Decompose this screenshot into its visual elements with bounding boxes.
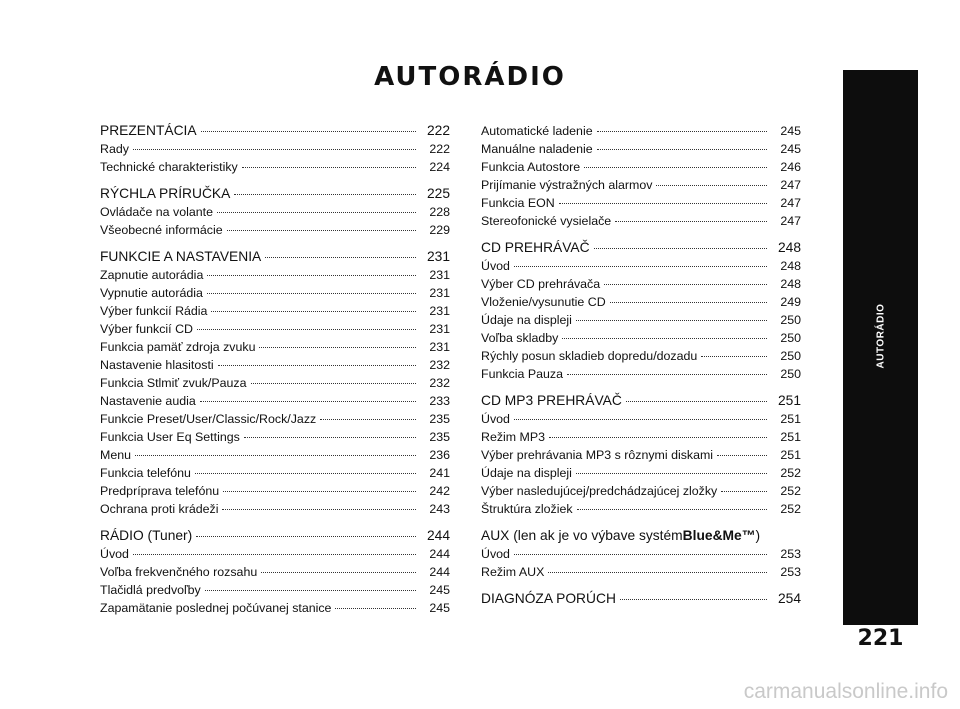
toc-entry-label: Ochrana proti krádeži <box>100 502 219 516</box>
toc-entry-label: Funkcia Stlmiť zvuk/Pauza <box>100 376 247 390</box>
toc-entry-page: 222 <box>429 142 450 156</box>
toc-entry-label: Zapamätanie poslednej počúvanej stanice <box>100 601 332 615</box>
toc-entry-label: Rady <box>100 142 129 156</box>
toc-dot-leader <box>259 347 416 348</box>
toc-entry-page: 232 <box>429 376 450 390</box>
toc-entry-label: Výber CD prehrávača <box>481 277 601 291</box>
toc-entry-page: 228 <box>429 205 450 219</box>
toc-dot-leader <box>576 473 767 474</box>
toc-entry-label: Režim AUX <box>481 565 545 579</box>
toc-entry-label: Vloženie/vysunutie CD <box>481 295 606 309</box>
toc-entry-label: Štruktúra zložiek <box>481 502 573 516</box>
toc-entry <box>481 446 801 464</box>
toc-entry <box>100 302 450 320</box>
toc-entry-page: 244 <box>426 528 450 543</box>
toc-entry <box>100 203 450 221</box>
toc-entry-page: 229 <box>429 223 450 237</box>
toc-dot-leader <box>562 338 767 339</box>
toc-entry <box>481 482 801 500</box>
toc-entry-page: 251 <box>780 412 801 426</box>
toc-entry-label: Rýchly posun skladieb dopredu/dozadu <box>481 349 698 363</box>
toc-entry <box>100 140 450 158</box>
toc-entry-page: 243 <box>429 502 450 516</box>
toc-entry-page: 250 <box>780 313 801 327</box>
toc-dot-leader <box>620 599 767 600</box>
toc-dot-leader <box>514 419 767 420</box>
toc-entry <box>481 464 801 482</box>
chapter-side-tab <box>843 70 918 625</box>
toc-entry-label: Všeobecné informácie <box>100 223 223 237</box>
toc-dot-leader <box>577 509 767 510</box>
toc-entry-page: 241 <box>429 466 450 480</box>
toc-entry-label: RÝCHLA PRÍRUČKA <box>100 186 231 201</box>
toc-entry-label: Úvod <box>481 259 510 273</box>
toc-section-entry <box>100 122 450 140</box>
toc-entry-label: Voľba skladby <box>481 331 559 345</box>
toc-entry <box>100 500 450 518</box>
toc-entry-page: 251 <box>780 430 801 444</box>
toc-dot-leader <box>218 365 416 366</box>
toc-entry-page: 252 <box>780 484 801 498</box>
toc-entry <box>481 158 801 176</box>
toc-entry-page: 253 <box>780 565 801 579</box>
toc-entry-page: 251 <box>777 393 801 408</box>
toc-entry-page: 231 <box>429 286 450 300</box>
toc-entry <box>100 392 450 410</box>
toc-section-entry <box>481 392 801 410</box>
toc-dot-leader <box>222 509 416 510</box>
toc-entry <box>481 410 801 428</box>
toc-entry-label: Prijímanie výstražných alarmov <box>481 178 653 192</box>
toc-entry <box>481 293 801 311</box>
toc-entry-label: CD PREHRÁVAČ <box>481 240 590 255</box>
toc-dot-leader <box>195 473 416 474</box>
toc-left-column <box>100 122 450 617</box>
toc-entry-label: Funkcia User Eq Settings <box>100 430 240 444</box>
toc-dot-leader <box>717 455 767 456</box>
toc-entry-page: 248 <box>780 259 801 273</box>
toc-dot-leader <box>242 167 416 168</box>
toc-entry <box>481 347 801 365</box>
toc-entry-page: 254 <box>777 591 801 606</box>
toc-entry-label: Funkcia pamäť zdroja zvuku <box>100 340 256 354</box>
toc-entry-label: Vypnutie autorádia <box>100 286 203 300</box>
toc-dot-leader <box>234 194 416 195</box>
toc-entry-label: Predpríprava telefónu <box>100 484 220 498</box>
toc-entry-page: 222 <box>426 123 450 138</box>
toc-entry-page: 247 <box>780 214 801 228</box>
toc-dot-leader <box>227 230 416 231</box>
toc-entry-label: Menu <box>100 448 131 462</box>
toc-entry-label: Funkcia Pauza <box>481 367 563 381</box>
toc-entry-page: 252 <box>780 466 801 480</box>
toc-section-entry <box>100 527 450 545</box>
toc-entry <box>481 140 801 158</box>
toc-dot-leader <box>549 437 767 438</box>
toc-dot-leader <box>604 284 767 285</box>
toc-entry-label: RÁDIO (Tuner) <box>100 528 193 543</box>
toc-entry-page: 231 <box>429 340 450 354</box>
toc-entry-label: Zapnutie autorádia <box>100 268 204 282</box>
toc-entry-page: 247 <box>780 178 801 192</box>
toc-dot-leader <box>597 131 767 132</box>
toc-entry <box>100 338 450 356</box>
toc-dot-leader <box>196 536 416 537</box>
toc-entry-label: Ovládače na volante <box>100 205 213 219</box>
toc-entry <box>481 329 801 347</box>
toc-entry-label: FUNKCIE A NASTAVENIA <box>100 249 262 264</box>
toc-entry <box>100 446 450 464</box>
toc-dot-leader <box>211 311 416 312</box>
toc-entry-label: AUX (len ak je vo výbave systém <box>481 528 683 543</box>
chapter-side-tab-label: AUTORÁDIO <box>875 303 886 369</box>
toc-entry-label: Funkcia telefónu <box>100 466 191 480</box>
toc-dot-leader <box>626 401 767 402</box>
toc-dot-leader <box>201 131 416 132</box>
toc-dot-leader <box>610 302 767 303</box>
toc-dot-leader <box>721 491 767 492</box>
toc-entry-page: 233 <box>429 394 450 408</box>
toc-entry <box>100 374 450 392</box>
toc-entry <box>481 500 801 518</box>
toc-entry-label: Úvod <box>100 547 129 561</box>
toc-dot-leader <box>261 572 416 573</box>
toc-dot-leader <box>335 608 416 609</box>
toc-entry-page: 236 <box>429 448 450 462</box>
toc-entry-page: 231 <box>429 304 450 318</box>
toc-section-entry <box>481 590 801 608</box>
toc-dot-leader <box>594 248 767 249</box>
toc-dot-leader <box>200 401 416 402</box>
toc-entry <box>100 599 450 617</box>
toc-entry-label: Úvod <box>481 547 510 561</box>
toc-dot-leader <box>133 149 416 150</box>
toc-dot-leader <box>514 554 767 555</box>
toc-entry <box>100 221 450 239</box>
toc-entry-label-tail: ) <box>755 528 761 543</box>
toc-entry <box>100 464 450 482</box>
toc-dot-leader <box>197 329 416 330</box>
toc-dot-leader <box>205 590 416 591</box>
toc-entry <box>100 266 450 284</box>
toc-entry-label: Výber funkcií CD <box>100 322 193 336</box>
toc-entry <box>100 581 450 599</box>
toc-entry <box>100 284 450 302</box>
toc-entry <box>481 563 801 581</box>
toc-entry-page: 250 <box>780 349 801 363</box>
toc-entry <box>100 158 450 176</box>
toc-entry-page: 250 <box>780 367 801 381</box>
toc-entry <box>100 410 450 428</box>
toc-dot-leader <box>615 221 767 222</box>
toc-entry-label: Technické charakteristiky <box>100 160 238 174</box>
toc-dot-leader <box>265 257 416 258</box>
toc-entry-page: 250 <box>780 331 801 345</box>
toc-entry-page: 235 <box>429 430 450 444</box>
toc-entry <box>100 320 450 338</box>
toc-entry-label-bold: Blue&Me™ <box>682 528 756 543</box>
page-number: 221 <box>857 626 904 651</box>
toc-entry <box>100 545 450 563</box>
toc-section-entry <box>100 185 450 203</box>
toc-entry <box>481 176 801 194</box>
toc-entry-page: 245 <box>780 142 801 156</box>
toc-dot-leader <box>656 185 767 186</box>
toc-entry-label: Funkcia Autostore <box>481 160 581 174</box>
toc-dot-leader <box>135 455 416 456</box>
toc-entry-page: 231 <box>429 268 450 282</box>
toc-list-right <box>481 122 801 608</box>
toc-entry-page: 242 <box>429 484 450 498</box>
toc-entry <box>481 275 801 293</box>
page-title: AUTORÁDIO <box>374 62 566 92</box>
toc-entry-page: 231 <box>429 322 450 336</box>
toc-dot-leader <box>217 212 416 213</box>
toc-dot-leader <box>251 383 416 384</box>
toc-entry-label: Výber prehrávania MP3 s rôznymi diskami <box>481 448 714 462</box>
watermark: carmanualsonline.info <box>743 680 948 703</box>
toc-entry-page: 245 <box>429 601 450 615</box>
toc-section-entry <box>481 239 801 257</box>
toc-entry <box>481 428 801 446</box>
toc-entry <box>100 428 450 446</box>
toc-dot-leader <box>514 266 767 267</box>
toc-entry-page: 253 <box>780 547 801 561</box>
toc-entry-page: 235 <box>429 412 450 426</box>
toc-entry-label: DIAGNÓZA PORÚCH <box>481 591 616 606</box>
toc-entry-page: 248 <box>777 240 801 255</box>
toc-entry <box>481 311 801 329</box>
toc-right-column <box>481 122 801 608</box>
toc-entry <box>100 563 450 581</box>
toc-entry-page: 244 <box>429 565 450 579</box>
toc-dot-leader <box>244 437 416 438</box>
toc-entry-label: Tlačidlá predvoľby <box>100 583 201 597</box>
toc-entry-label: Údaje na displeji <box>481 313 572 327</box>
toc-entry-label: Automatické ladenie <box>481 124 593 138</box>
toc-entry-page: 232 <box>429 358 450 372</box>
toc-dot-leader <box>207 293 416 294</box>
toc-dot-leader <box>320 419 416 420</box>
toc-dot-leader <box>559 203 767 204</box>
toc-entry-label: Nastavenie hlasitosti <box>100 358 214 372</box>
toc-entry-page: 246 <box>780 160 801 174</box>
toc-entry-label: Nastavenie audia <box>100 394 196 408</box>
toc-dot-leader <box>567 374 767 375</box>
toc-entry-page: 231 <box>426 249 450 264</box>
toc-entry-page: 244 <box>429 547 450 561</box>
toc-entry <box>481 194 801 212</box>
toc-entry <box>100 482 450 500</box>
toc-entry-label: Funkcie Preset/User/Classic/Rock/Jazz <box>100 412 317 426</box>
toc-entry-page: 247 <box>780 196 801 210</box>
toc-dot-leader <box>597 149 767 150</box>
toc-entry <box>481 545 801 563</box>
toc-entry-page: 225 <box>426 186 450 201</box>
toc-entry-page: 245 <box>429 583 450 597</box>
toc-dot-leader <box>576 320 767 321</box>
toc-entry-label: Režim MP3 <box>481 430 546 444</box>
toc-entry-label: PREZENTÁCIA <box>100 123 197 138</box>
toc-list-left <box>100 122 450 617</box>
toc-entry-label: Úvod <box>481 412 510 426</box>
toc-entry <box>481 257 801 275</box>
toc-entry-page: 251 <box>780 448 801 462</box>
toc-section-entry <box>100 248 450 266</box>
toc-entry-label: Údaje na displeji <box>481 466 572 480</box>
toc-dot-leader <box>223 491 416 492</box>
toc-section-entry <box>481 527 801 545</box>
toc-entry-label: Výber funkcií Rádia <box>100 304 208 318</box>
toc-entry-page: 248 <box>780 277 801 291</box>
toc-entry <box>481 365 801 383</box>
toc-entry-label: Voľba frekvenčného rozsahu <box>100 565 258 579</box>
toc-entry-label: Manuálne naladenie <box>481 142 593 156</box>
toc-dot-leader <box>548 572 767 573</box>
toc-entry-label: Stereofonické vysielače <box>481 214 612 228</box>
toc-entry-page: 252 <box>780 502 801 516</box>
toc-entry-page: 249 <box>780 295 801 309</box>
toc-entry-page: 245 <box>780 124 801 138</box>
toc-entry-label: CD MP3 PREHRÁVAČ <box>481 393 622 408</box>
toc-entry-label: Funkcia EON <box>481 196 555 210</box>
toc-entry <box>481 122 801 140</box>
toc-entry <box>100 356 450 374</box>
toc-entry-page: 224 <box>429 160 450 174</box>
toc-entry <box>481 212 801 230</box>
toc-dot-leader <box>207 275 416 276</box>
toc-entry-label: Výber nasledujúcej/predchádzajúcej zložky <box>481 484 718 498</box>
toc-dot-leader <box>584 167 767 168</box>
toc-dot-leader <box>133 554 416 555</box>
toc-dot-leader <box>701 356 767 357</box>
